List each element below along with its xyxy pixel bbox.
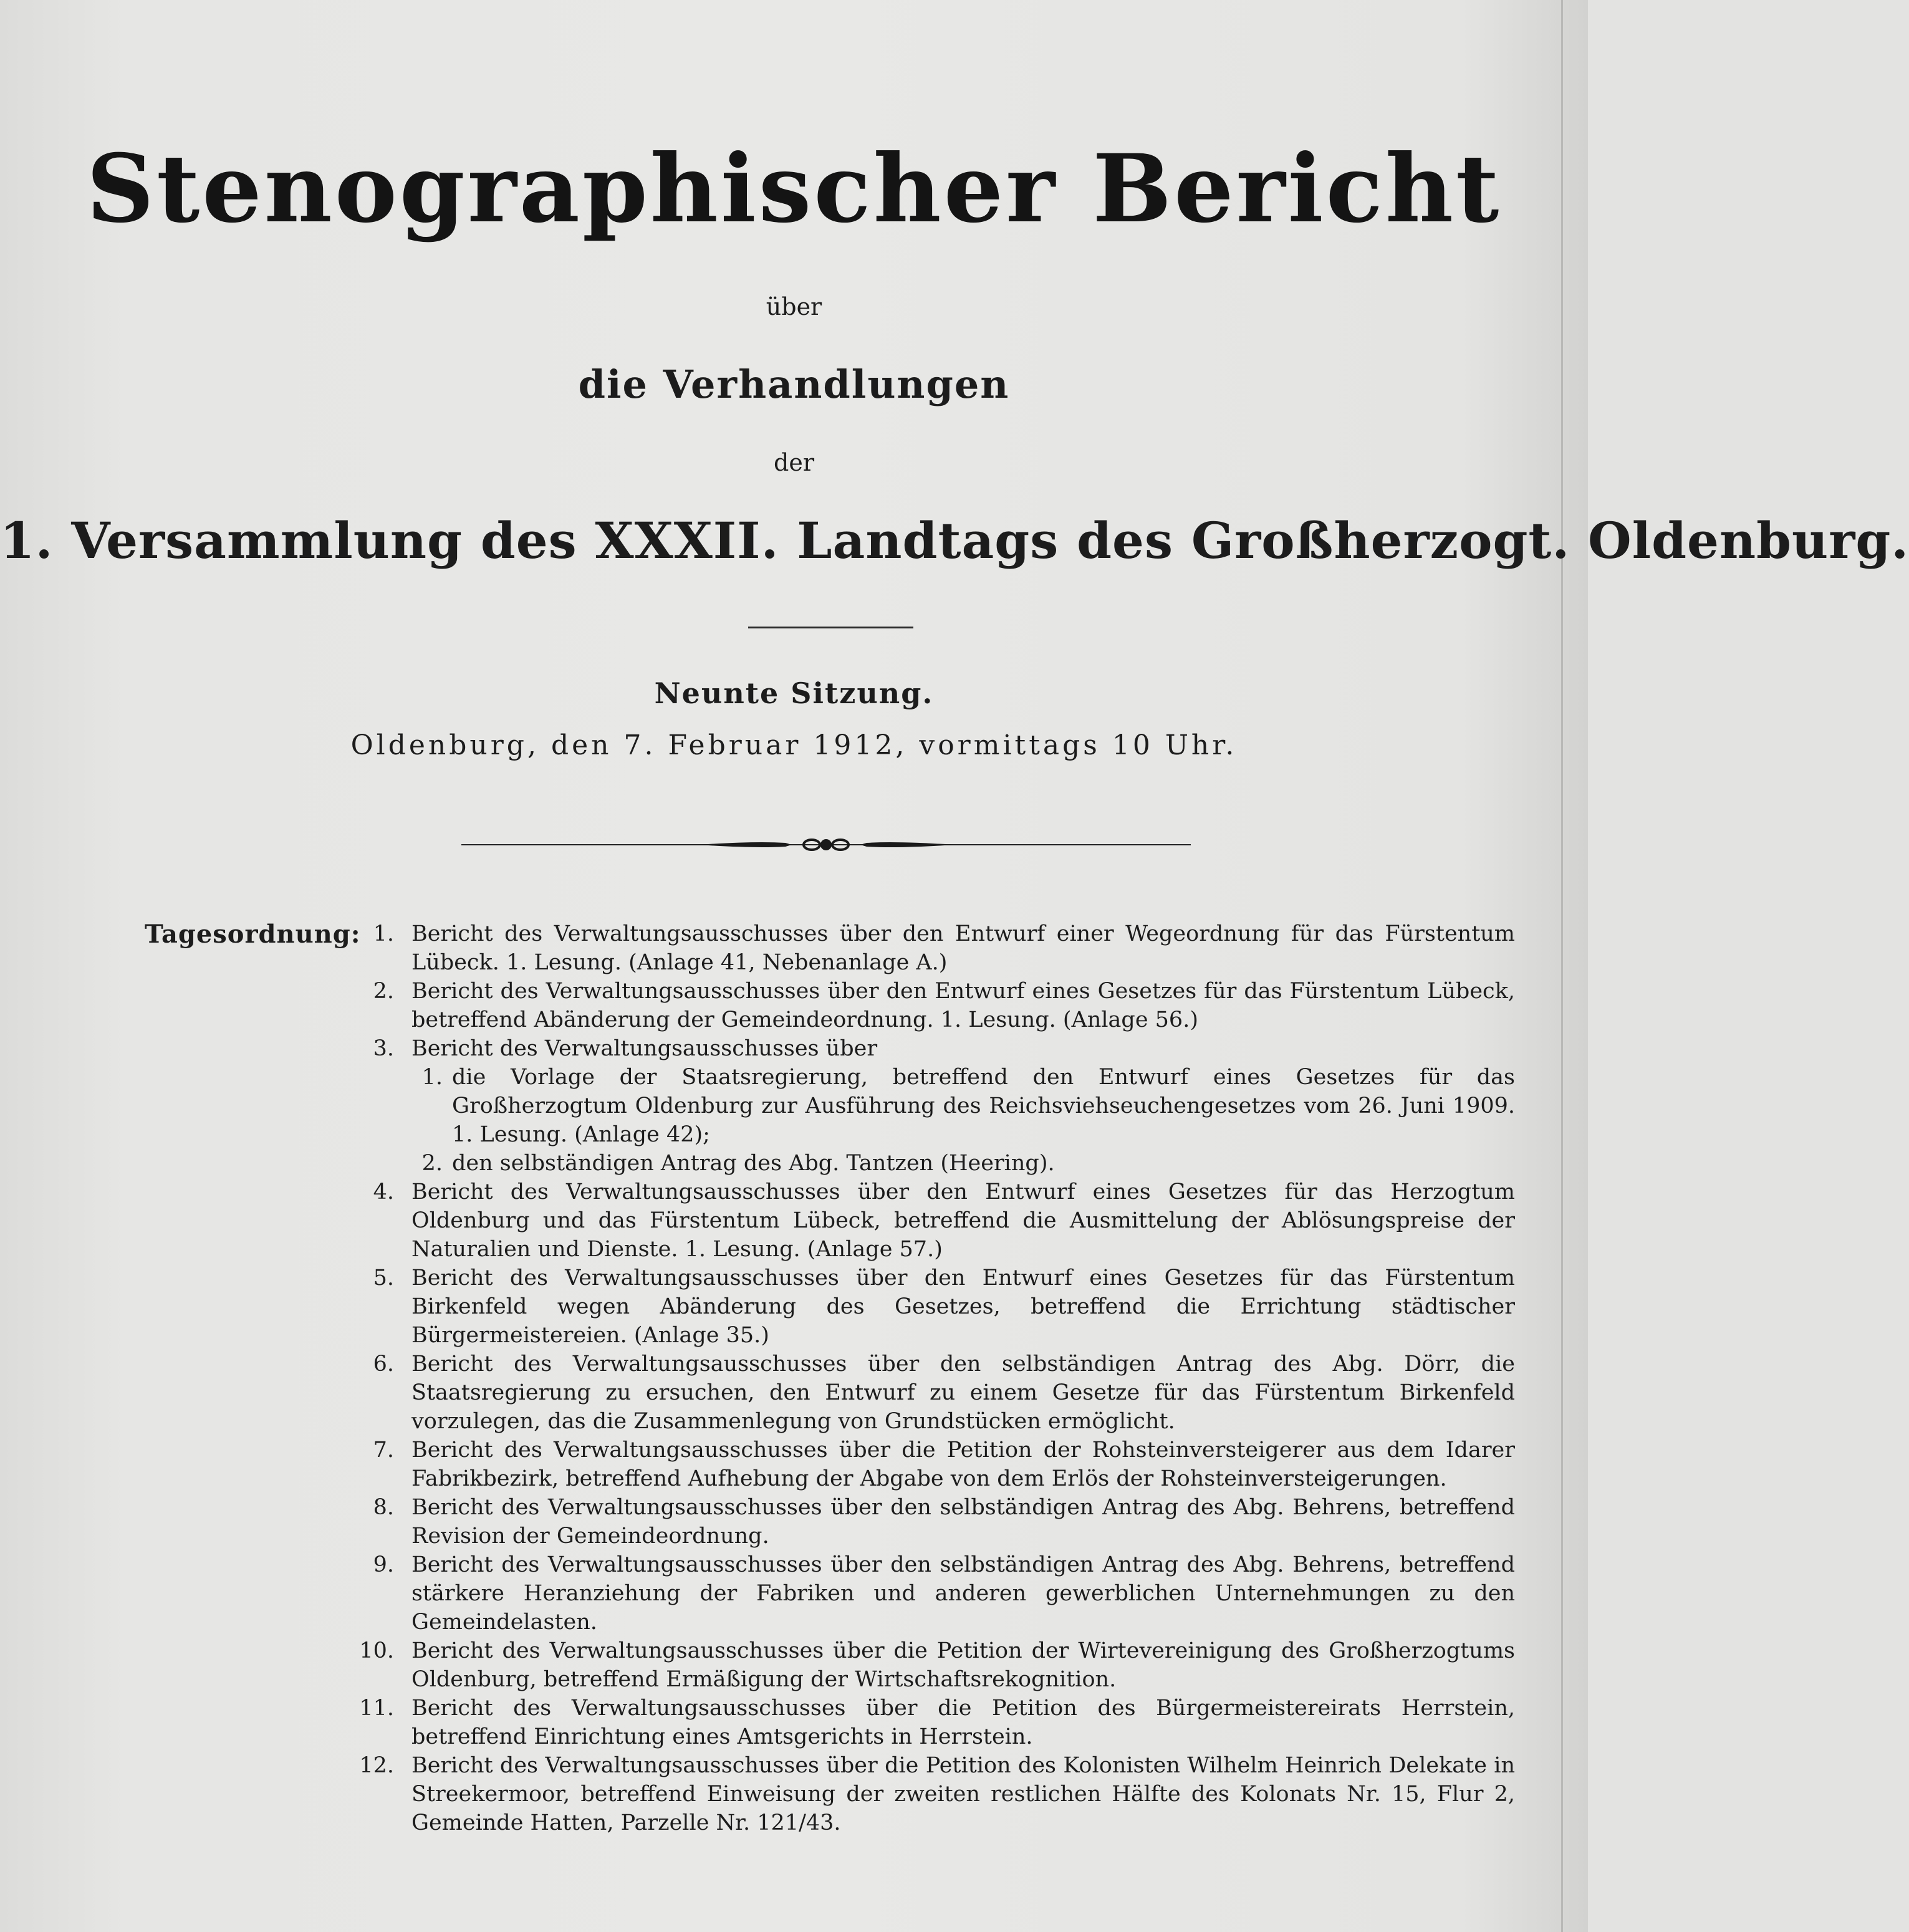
agenda-item-number: 1. — [373, 921, 394, 946]
agenda-item-text: Bericht des Verwaltungsausschusses über den Entwurf eines Gesetzes für das Herzogtum Oldenburg und das Fürstentum Lübeck, betreffend die Ausmittelung der Ablösungspreise der Naturalien und Dienste. 1. Lesung. (Anlage 57.) — [411, 1180, 1515, 1262]
agenda-item-text: Bericht des Verwaltungsausschusses über die Petition des Bürgermeistereirats Herrstein, betreffend Einrichtung eines Amtsgerichts in Herrstein. — [411, 1696, 1515, 1749]
agenda-subitem-text: die Vorlage der Staatsregierung, betreffend den Entwurf eines Gesetzes für das Großherzogtum Oldenburg zur Ausführung des Reichsviehseuchengesetzes vom 26. Juni 1909. 1. Lesung. (Anlage 42); — [452, 1065, 1515, 1147]
agenda-item-text: Bericht des Verwaltungsausschusses über den Entwurf einer Wegeordnung für das Fürstentum Lübeck. 1. Lesung. (Anlage 41, Nebenanlage A.) — [411, 921, 1515, 975]
agenda-subitem-text: den selbständigen Antrag des Abg. Tantzen (Heering). — [452, 1151, 1055, 1176]
agenda-item-11 — [349, 1694, 1515, 1751]
subtitle-uber: über — [766, 293, 822, 320]
agenda-item-text: Bericht des Verwaltungsausschusses über den Entwurf eines Gesetzes für das Fürstentum Birkenfeld wegen Abänderung des Gesetzes, betreffend die Errichtung städtischer Bürgermeistereien. (Anlage 35.) — [411, 1266, 1515, 1348]
agenda-item-3 — [349, 1034, 1515, 1063]
agenda-item-number: 5. — [373, 1266, 394, 1290]
agenda-item-9 — [349, 1550, 1515, 1636]
agenda-item-text: Bericht des Verwaltungsausschusses über — [411, 1036, 878, 1061]
agenda-item-7 — [349, 1436, 1515, 1493]
agenda-item-12 — [349, 1751, 1515, 1837]
report-title: Stenographischer Bericht — [86, 134, 1502, 244]
agenda-subitem-number: 2. — [421, 1151, 443, 1176]
agenda-item-text: Bericht des Verwaltungsausschusses über den Entwurf eines Gesetzes für das Fürstentum Lübeck, betreffend Abänderung der Gemeindeordnung. 1. Lesung. (Anlage 56.) — [411, 979, 1515, 1032]
divider-rule — [748, 627, 913, 628]
assembly-heading: 1. Versammlung des XXXII. Landtags des Großherzogt. Oldenburg. — [0, 511, 1909, 570]
agenda-subitem-3-2 — [349, 1149, 1515, 1178]
agenda-item-text: Bericht des Verwaltungsausschusses über den selbständigen Antrag des Abg. Behrens, betreffend stärkere Heranziehung der Fabriken und anderen gewerblichen Unternehmungen zu den Gemeindelasten. — [411, 1552, 1515, 1635]
agenda-item-text: Bericht des Verwaltungsausschusses über die Petition der Wirtevereinigung des Großherzogtums Oldenburg, betreffend Ermäßigung der Wirtschaftsrekognition. — [411, 1638, 1515, 1692]
agenda-item-number: 12. — [359, 1753, 394, 1778]
agenda-item-2 — [349, 977, 1515, 1034]
agenda-item-number: 2. — [373, 979, 394, 1004]
agenda-item-text: Bericht des Verwaltungsausschusses über den selbständigen Antrag des Abg. Behrens, betreffend Revision der Gemeindeordnung. — [411, 1495, 1515, 1549]
ornamental-divider — [461, 835, 1191, 854]
agenda-item-number: 3. — [373, 1036, 394, 1061]
agenda-item-number: 11. — [359, 1696, 394, 1721]
agenda-item-number: 9. — [373, 1552, 394, 1577]
agenda-label: Tagesordnung: — [145, 920, 361, 949]
agenda-item-10 — [349, 1636, 1515, 1694]
agenda-item-4 — [349, 1178, 1515, 1264]
agenda-item-number: 4. — [373, 1180, 394, 1204]
agenda-item-text: Bericht des Verwaltungsausschusses über den selbständigen Antrag des Abg. Dörr, die Staatsregierung zu ersuchen, den Entwurf zu einem Gesetze für das Fürstentum Birkenfeld vorzulegen, das die Zusammenlegung von Grundstücken ermöglicht. — [411, 1352, 1515, 1434]
session-heading: Neunte Sitzung. — [654, 676, 934, 710]
subtitle-verhandlungen: die Verhandlungen — [578, 362, 1010, 407]
agenda-item-text: Bericht des Verwaltungsausschusses über die Petition der Rohsteinversteigerer aus dem Idarer Fabrikbezirk, betreffend Aufhebung der Abgabe von dem Erlös der Rohsteinversteigerungen. — [411, 1438, 1515, 1491]
agenda-item-text: Bericht des Verwaltungsausschusses über die Petition des Kolonisten Wilhelm Heinrich Delekate in Streekermoor, betreffend Einweisung der zweiten restlichen Hälfte des Kolonats Nr. 15, Flur 2, Gemeinde Hatten, Parzelle Nr. 121/43. — [411, 1753, 1515, 1835]
agenda-list — [349, 920, 1515, 1837]
agenda-item-number: 6. — [373, 1352, 394, 1377]
agenda-subitem-number: 1. — [421, 1065, 443, 1090]
page-edge — [1561, 0, 1563, 1932]
agenda-item-5 — [349, 1264, 1515, 1350]
agenda-item-number: 7. — [373, 1438, 394, 1463]
agenda-subitem-3-1 — [349, 1063, 1515, 1149]
agenda-item-8 — [349, 1493, 1515, 1550]
agenda-item-number: 8. — [373, 1495, 394, 1520]
agenda-item-number: 10. — [359, 1638, 394, 1663]
dateline: Oldenburg, den 7. Februar 1912, vormittags 10 Uhr. — [350, 729, 1238, 761]
agenda-item-6 — [349, 1350, 1515, 1436]
agenda-item-1 — [349, 920, 1515, 977]
subtitle-der: der — [774, 449, 814, 476]
